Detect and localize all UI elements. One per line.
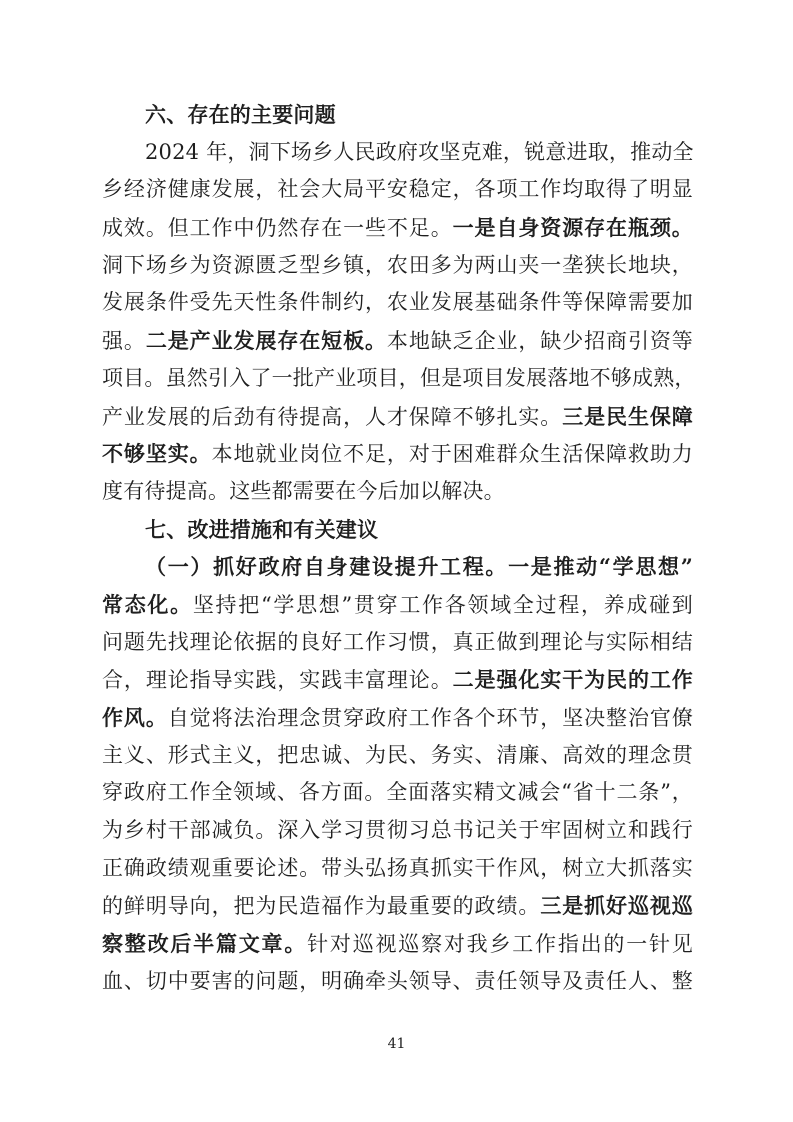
bold-text-run: 三是民生保障: [562, 403, 693, 429]
text-line: [102, 322, 693, 360]
page-number: 41: [387, 1036, 406, 1052]
bold-text-run: （一）抓好政府自身建设提升工程。一是推动“学思想”: [145, 554, 693, 580]
text-run: 的鲜明导向，把为民造福作为最重要的政绩。: [102, 894, 541, 919]
text-line: [102, 963, 693, 1001]
text-run: 问题先找理论依据的良好工作习惯，真正做到理论与实际相结: [102, 629, 693, 654]
text-run: 主义、形式主义，把忠诚、为民、务实、清廉、高效的理念贯: [102, 742, 693, 767]
bold-text-run: 一是自身资源存在瓶颈。: [452, 215, 693, 241]
text-line: [102, 435, 693, 473]
text-line: [102, 398, 693, 436]
text-run: 项目。虽然引入了一批产业项目，但是项目发展落地不够成熟，: [102, 365, 696, 390]
text-line: [102, 171, 693, 209]
text-run: 发展条件受先天性条件制约，农业发展基础条件等保障需要加: [102, 290, 693, 315]
text-run: 针对巡视巡察对我乡工作指出的一针见: [307, 932, 693, 957]
text-line: [102, 774, 693, 812]
bold-text-run: 常态化。: [102, 591, 193, 617]
text-line: [102, 887, 693, 925]
text-line: [102, 247, 693, 285]
text-run: 为乡村干部减负。深入学习贯彻习总书记关于牢固树立和践行: [102, 818, 693, 843]
text-line: [102, 661, 693, 699]
text-run: 成效。但工作中仍然存在一些不足。: [102, 216, 453, 241]
text-line: [102, 548, 693, 586]
section-heading: [102, 96, 693, 134]
bold-text-run: 三是抓好巡视巡: [540, 893, 694, 919]
text-line: [102, 360, 696, 398]
bold-text-run: 作风。: [102, 705, 168, 730]
text-run: 合，理论指导实践，实践丰富理论。: [102, 668, 453, 693]
text-line: [102, 812, 693, 850]
text-run: 本地就业岗位不足，对于困难群众生活保障救助力: [211, 442, 693, 467]
text-run: 血、切中要害的问题，明确牵头领导、责任领导及责任人、整: [102, 968, 693, 993]
bold-text-run: 七、改进措施和有关建议: [145, 516, 379, 542]
bold-text-run: 六、存在的主要问题: [145, 102, 336, 127]
bold-text-run: 察整改后半篇文章。: [102, 931, 308, 957]
text-line: [102, 134, 693, 172]
text-run: 穿政府工作全领域、各方面。全面落实精文减会“省十二条”，: [102, 780, 693, 805]
bold-text-run: 二是强化实干为民的工作: [452, 667, 693, 693]
text-line: [102, 473, 693, 511]
text-run: 洞下场乡为资源匮乏型乡镇，农田多为两山夹一垄狭长地块，: [102, 252, 693, 277]
text-run: 2024 年，洞下场乡人民政府攻坚克难，锐意进取，推动全: [145, 139, 694, 164]
text-run: 度有待提高。这些都需要在今后加以解决。: [102, 478, 505, 503]
bold-text-run: 二是产业发展存在短板。: [145, 328, 387, 354]
text-run: 产业发展的后劲有待提高，人才保障不够扎实。: [102, 404, 563, 429]
text-run: 强。: [102, 329, 146, 354]
section-heading: [102, 511, 693, 549]
text-line: [102, 209, 693, 247]
document-lines: [102, 96, 696, 1001]
text-line: [102, 737, 693, 775]
text-run: 自觉将法治理念贯穿政府工作各个环节，坚决整治官僚: [167, 706, 693, 730]
text-run: 正确政绩观重要论述。带头弘扬真抓实干作风，树立大抓落实: [102, 855, 693, 880]
text-line: [102, 850, 693, 888]
text-line: [102, 925, 693, 963]
text-line: [102, 586, 693, 624]
text-run: 乡经济健康发展，社会大局平安稳定，各项工作均取得了明显: [102, 177, 693, 202]
text-run: 本地缺乏企业，缺少招商引资等: [386, 329, 693, 354]
text-line: [102, 624, 693, 662]
bold-text-run: 不够坚实。: [102, 441, 212, 467]
text-line: [102, 699, 693, 737]
text-line: [102, 284, 693, 322]
text-run: 坚持把“学思想”贯穿工作各领域全过程，养成碰到: [192, 592, 693, 617]
